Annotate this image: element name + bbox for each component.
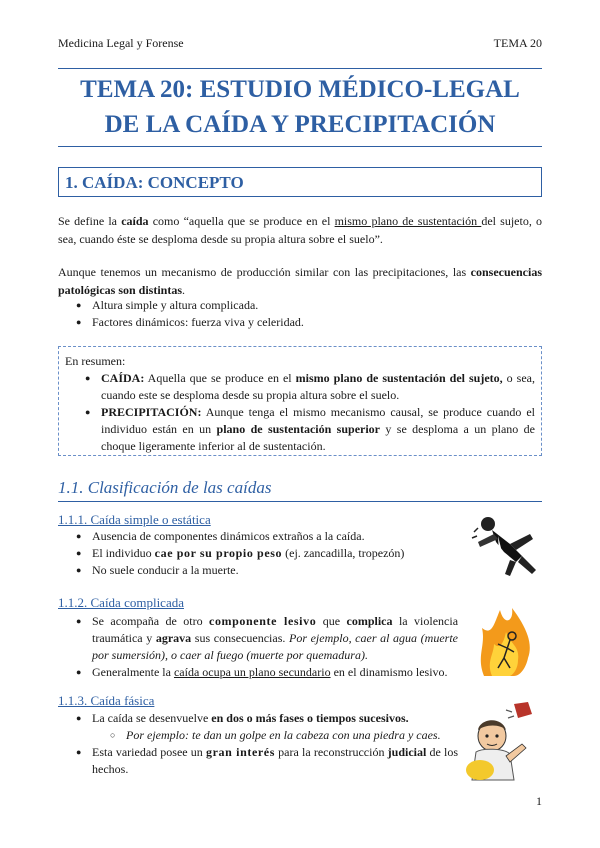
header-topic: TEMA 20 — [493, 36, 542, 50]
classification-rule — [58, 501, 542, 502]
list-item: ● Altura simple y altura complicada. — [58, 297, 542, 314]
list-item: ● Se acompaña de otro componente lesivo que complica la violencia traumática y agrava sus consecuencias. Por ejemplo, caer al agua (muerte por sumersión), o caer al fuego (muerte por quemadura). — [58, 613, 458, 664]
header-course: Medicina Legal y Forense — [58, 36, 184, 50]
list-item: ● Ausencia de componentes dinámicos extraños a la caída. — [58, 528, 458, 545]
page-header — [58, 36, 542, 54]
section-heading-concept: 1. CAÍDA: CONCEPTO — [58, 167, 542, 197]
list-item: ● Generalmente la caída ocupa un plano secundario en el dinamismo lesivo. — [58, 664, 458, 681]
phasic-example-list — [92, 727, 452, 744]
factors-list — [58, 297, 542, 331]
title-line-1: TEMA 20: ESTUDIO MÉDICO-LEGAL — [80, 76, 520, 103]
subheading-simple-fall: 1.1.1. Caída simple o estática — [58, 512, 211, 527]
summary-item-precipitacion: ● PRECIPITACIÓN: Aunque tenga el mismo mecanismo causal, se produce cuando el individuo están en un plano de sustentación superior y se desploma a un plano de choque ligeramente inferior al de sustentación. — [65, 404, 535, 455]
list-item: ○ Por ejemplo: te dan un golpe en la cabeza con una piedra y caes. — [92, 727, 452, 744]
complicated-fall-list — [58, 613, 458, 681]
title-line-2: DE LA CAÍDA Y PRECIPITACIÓN — [104, 111, 496, 138]
list-item: ● El individuo cae por su propio peso (ej. zancadilla, tropezón) — [58, 545, 458, 562]
mechanism-paragraph: Aunque tenemos un mecanismo de producción similar con las precipitaciones, las consecuencias patológicas son distintas. — [58, 265, 542, 297]
summary-box — [58, 346, 542, 456]
section-heading-classification: 1.1. Clasificación de las caídas — [58, 478, 272, 497]
falling-man-illustration — [470, 512, 540, 580]
phasic-interest-list — [58, 744, 458, 778]
summary-intro: En resumen: — [65, 354, 126, 368]
phasic-fall-list — [58, 710, 458, 727]
fire-illustration — [474, 606, 536, 678]
simple-fall-list — [58, 528, 458, 579]
head-hit-illustration — [462, 700, 538, 782]
list-item: ● Esta variedad posee un gran interés para la reconstrucción judicial de los hechos. — [58, 744, 458, 778]
page-number: 1 — [536, 794, 542, 808]
list-item: ● Factores dinámicos: fuerza viva y celeridad. — [58, 314, 542, 331]
list-item: ● No suele conducir a la muerte. — [58, 562, 458, 579]
subheading-complicated-fall: 1.1.2. Caída complicada — [58, 595, 184, 610]
definition-paragraph: Se define la caída como “aquella que se produce en el mismo plano de sustentación del sujeto, o sea, cuando éste se desploma desde su propia altura sobre el suelo”. — [58, 214, 543, 246]
title-bottom-rule — [58, 146, 542, 147]
summary-item-caida: ● CAÍDA: Aquella que se produce en el mismo plano de sustentación del sujeto, o sea, cuando este se desploma desde su propia altura sobre el suelo. — [65, 370, 535, 404]
list-item: ● La caída se desenvuelve en dos o más fases o tiempos sucesivos. — [58, 710, 458, 727]
title-top-rule — [58, 68, 542, 69]
page-title — [58, 72, 542, 142]
subheading-phasic-fall: 1.1.3. Caída fásica — [58, 693, 155, 708]
